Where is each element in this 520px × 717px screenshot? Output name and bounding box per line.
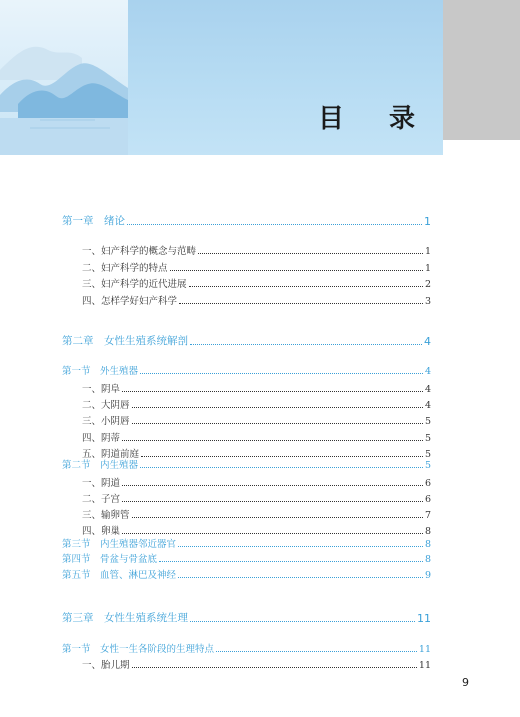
toc-item[interactable] <box>82 276 431 290</box>
dot-leader <box>132 517 423 518</box>
toc-item[interactable] <box>82 381 431 395</box>
page-number: 9 <box>462 676 469 689</box>
toc-page-number: 5 <box>424 449 431 460</box>
toc-entry-title: 三、输卵管 <box>82 510 130 521</box>
toc-page-number: 7 <box>424 510 431 521</box>
toc-section[interactable] <box>62 551 431 565</box>
toc-entry-title: 一、妇产科学的概念与范畴 <box>82 246 197 257</box>
toc-item[interactable] <box>82 523 431 537</box>
toc-page-number: 4 <box>424 384 431 395</box>
toc-entry-title: 一、阴阜 <box>82 384 121 395</box>
toc-page-number: 3 <box>424 296 431 307</box>
toc-page-number: 2 <box>424 279 431 290</box>
toc-item[interactable] <box>82 657 431 671</box>
dot-leader <box>190 621 415 622</box>
dot-leader <box>122 485 423 486</box>
dot-leader <box>127 224 422 225</box>
dot-leader <box>178 546 423 547</box>
toc-entry-title: 第五节 血管、淋巴及神经 <box>62 570 177 581</box>
toc-entry-title: 二、妇产科学的特点 <box>82 263 168 274</box>
dot-leader <box>178 577 423 578</box>
dot-leader <box>140 373 423 374</box>
toc-page-number: 4 <box>424 400 431 411</box>
corner-tab <box>443 0 520 140</box>
dot-leader <box>189 286 423 287</box>
dot-leader <box>159 561 423 562</box>
toc-entry-title: 五、阴道前庭 <box>82 449 140 460</box>
toc-page-number: 4 <box>424 366 431 377</box>
toc-page-number: 4 <box>424 335 431 348</box>
toc-page-number: 8 <box>424 539 431 550</box>
toc-chapter[interactable] <box>62 214 431 228</box>
toc-page-number: 6 <box>424 494 431 505</box>
dot-leader <box>132 423 423 424</box>
toc-chapter[interactable] <box>62 611 431 625</box>
landscape-illustration <box>0 0 128 155</box>
toc-entry-title: 第三节 内生殖器邻近器官 <box>62 539 177 550</box>
dot-leader <box>198 253 423 254</box>
toc-page-number: 11 <box>418 644 431 655</box>
toc-section[interactable] <box>62 641 431 655</box>
dot-leader <box>132 407 423 408</box>
toc-entry-title: 第二章 女性生殖系统解剖 <box>62 335 188 347</box>
toc-entry-title: 一、阴道 <box>82 478 121 489</box>
toc-page-number: 5 <box>424 433 431 444</box>
toc-entry-title: 第一章 绪论 <box>62 215 125 227</box>
toc-item[interactable] <box>82 507 431 521</box>
toc-page-number: 6 <box>424 478 431 489</box>
toc-item[interactable] <box>82 475 431 489</box>
toc-entry-title: 四、怎样学好妇产科学 <box>82 296 178 307</box>
toc-page-number: 9 <box>424 570 431 581</box>
dot-leader <box>122 501 423 502</box>
dot-leader <box>122 391 423 392</box>
toc-entry-title: 第二节 内生殖器 <box>62 460 139 471</box>
dot-leader <box>122 440 423 441</box>
toc-entry-title: 二、大阴唇 <box>82 400 130 411</box>
toc-page-number: 5 <box>424 416 431 427</box>
toc-page-number: 1 <box>424 263 431 274</box>
dot-leader <box>132 667 417 668</box>
toc-page-number: 1 <box>424 215 431 228</box>
toc-entry-title: 一、胎儿期 <box>82 660 130 671</box>
dot-leader <box>190 344 422 345</box>
toc-item[interactable] <box>82 430 431 444</box>
toc-page-number: 8 <box>424 554 431 565</box>
toc-chapter[interactable] <box>62 334 431 348</box>
toc-section[interactable] <box>62 457 431 471</box>
toc-entry-title: 第一节 女性一生各阶段的生理特点 <box>62 644 215 655</box>
toc-item[interactable] <box>82 293 431 307</box>
page-title: 目 录 <box>318 104 434 134</box>
toc-section[interactable] <box>62 536 431 550</box>
toc-page-number: 5 <box>424 460 431 471</box>
toc-entry-title: 四、卵巢 <box>82 526 121 537</box>
toc-entry-title: 三、小阴唇 <box>82 416 130 427</box>
dot-leader <box>170 270 423 271</box>
toc-item[interactable] <box>82 243 431 257</box>
toc-entry-title: 第一节 外生殖器 <box>62 366 139 377</box>
toc-item[interactable] <box>82 260 431 274</box>
toc-page-number: 1 <box>424 246 431 257</box>
toc-entry-title: 四、阴蒂 <box>82 433 121 444</box>
dot-leader <box>216 651 417 652</box>
dot-leader <box>179 303 423 304</box>
toc-page-number: 11 <box>417 612 431 625</box>
toc-entry-title: 三、妇产科学的近代进展 <box>82 279 187 290</box>
toc-item[interactable] <box>82 397 431 411</box>
toc-entry-title: 第三章 女性生殖系统生理 <box>62 612 188 624</box>
dot-leader <box>140 467 423 468</box>
toc-section[interactable] <box>62 567 431 581</box>
toc-item[interactable] <box>82 491 431 505</box>
toc-item[interactable] <box>82 413 431 427</box>
toc-entry-title: 第四节 骨盆与骨盆底 <box>62 554 158 565</box>
dot-leader <box>122 533 423 534</box>
toc-page-number: 8 <box>424 526 431 537</box>
toc-entry-title: 二、子宫 <box>82 494 121 505</box>
toc-section[interactable] <box>62 363 431 377</box>
toc-page-number: 11 <box>418 660 431 671</box>
